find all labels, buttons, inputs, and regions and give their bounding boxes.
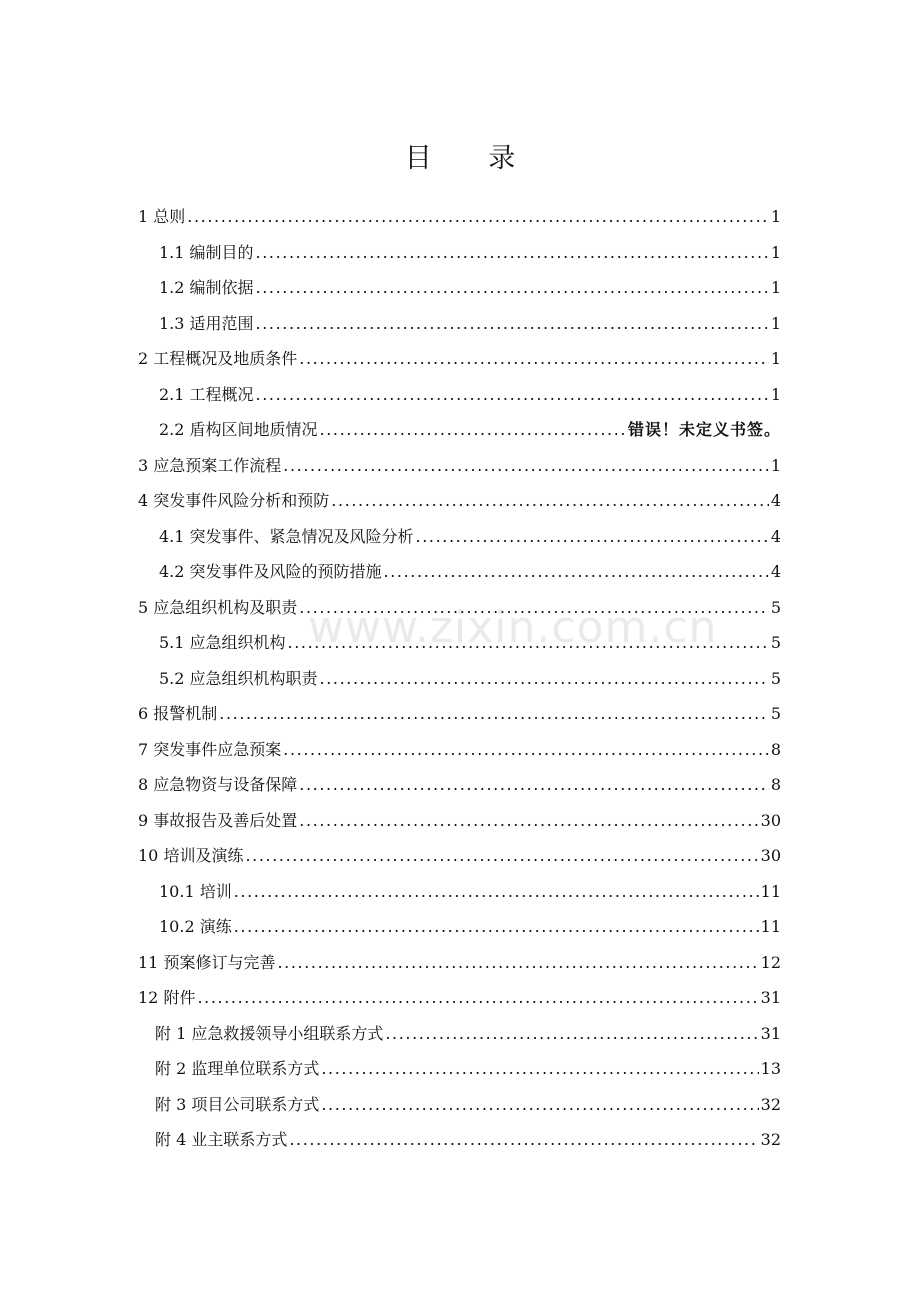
toc-entry-page: 32 bbox=[760, 1130, 781, 1149]
toc-entry-label: 2.1 工程概况 bbox=[159, 384, 254, 404]
toc-entry[interactable] bbox=[159, 911, 781, 943]
toc-entry[interactable] bbox=[159, 556, 781, 588]
toc-leader bbox=[385, 1018, 758, 1050]
toc-entry-page-error: 错误！未定义书签。 bbox=[627, 420, 781, 439]
toc-entry[interactable] bbox=[155, 1053, 781, 1085]
toc-entry-label: 5.2 应急组织机构职责 bbox=[159, 668, 318, 688]
toc-entry[interactable] bbox=[155, 1089, 781, 1121]
toc-leader bbox=[299, 769, 769, 801]
toc-entry-label: 附 4 业主联系方式 bbox=[155, 1130, 288, 1149]
toc-leader bbox=[299, 805, 758, 837]
toc-entry-page: 31 bbox=[760, 988, 781, 1007]
toc-leader bbox=[256, 237, 769, 269]
toc-entry[interactable] bbox=[138, 734, 781, 766]
toc-entry-label: 附 1 应急救援领导小组联系方式 bbox=[155, 1023, 384, 1043]
toc-entry-page: 5 bbox=[770, 668, 781, 688]
toc-entry-label: 4 突发事件风险分析和预防 bbox=[138, 491, 330, 510]
toc-entry-page: 4 bbox=[770, 562, 781, 581]
toc-leader bbox=[245, 840, 758, 872]
toc-leader bbox=[256, 272, 769, 304]
toc-entry[interactable] bbox=[159, 379, 781, 411]
toc-entry-label: 1.1 编制目的 bbox=[159, 242, 254, 262]
toc-entry-page: 5 bbox=[770, 704, 781, 723]
toc-entry[interactable] bbox=[159, 521, 781, 553]
toc-entry-page: 30 bbox=[760, 846, 781, 865]
toc-entry[interactable] bbox=[138, 947, 781, 979]
page-title: 目 录 bbox=[404, 143, 540, 175]
toc-entry[interactable] bbox=[159, 272, 781, 304]
toc-entry-page: 1 bbox=[770, 278, 781, 297]
toc-entry-page: 32 bbox=[760, 1094, 781, 1114]
toc-leader bbox=[299, 592, 769, 624]
toc-leader bbox=[299, 343, 769, 375]
toc-leader bbox=[416, 521, 769, 553]
toc-entry[interactable] bbox=[138, 698, 781, 730]
toc-entry[interactable] bbox=[159, 414, 781, 446]
toc-leader bbox=[331, 485, 769, 517]
toc-leader bbox=[234, 876, 759, 908]
toc-entry-label: 10.1 培训 bbox=[159, 881, 232, 901]
toc-leader bbox=[256, 379, 769, 411]
toc-entry[interactable] bbox=[155, 1018, 781, 1050]
toc-entry[interactable] bbox=[138, 840, 781, 872]
toc-leader bbox=[320, 663, 769, 695]
toc-entry-page: 5 bbox=[770, 633, 781, 652]
toc-leader bbox=[320, 414, 626, 446]
toc-leader bbox=[384, 556, 769, 588]
toc-entry[interactable] bbox=[138, 201, 781, 233]
watermark: www.zixin.com.cn bbox=[308, 602, 718, 653]
toc-leader bbox=[283, 450, 769, 482]
toc-entry-label: 6 报警机制 bbox=[138, 704, 218, 723]
toc-entry-label: 1.3 适用范围 bbox=[159, 313, 254, 333]
toc-leader bbox=[321, 1089, 758, 1121]
toc-entry-label: 2.2 盾构区间地质情况 bbox=[159, 420, 318, 439]
toc-leader bbox=[289, 1124, 758, 1156]
toc-leader bbox=[277, 947, 758, 979]
toc-entry-page: 30 bbox=[760, 810, 781, 830]
toc-entry-label: 8 应急物资与设备保障 bbox=[138, 775, 298, 794]
toc-leader bbox=[197, 982, 758, 1014]
toc-entry-label: 4.2 突发事件及风险的预防措施 bbox=[159, 562, 382, 581]
toc-leader bbox=[288, 627, 769, 659]
toc-entry-page: 13 bbox=[760, 1059, 781, 1078]
toc-entry[interactable] bbox=[138, 343, 781, 375]
toc-entry-page: 4 bbox=[770, 491, 781, 510]
toc-entry-label: 附 2 监理单位联系方式 bbox=[155, 1059, 320, 1078]
toc-entry[interactable] bbox=[155, 1124, 781, 1156]
toc-entry-page: 31 bbox=[760, 1023, 781, 1043]
toc-entry[interactable] bbox=[138, 805, 781, 837]
toc-entry[interactable] bbox=[159, 627, 781, 659]
toc-entry-label: 2 工程概况及地质条件 bbox=[138, 349, 298, 368]
toc-leader bbox=[219, 698, 769, 730]
toc-entry-page: 1 bbox=[770, 313, 781, 333]
toc-entry-page: 8 bbox=[770, 739, 781, 759]
toc-entry-page: 12 bbox=[760, 952, 781, 972]
toc-entry-page: 8 bbox=[770, 775, 781, 794]
toc-leader bbox=[187, 201, 769, 233]
toc-entry-page: 1 bbox=[770, 349, 781, 368]
toc-entry-label: 10.2 演练 bbox=[159, 917, 232, 936]
toc-entry[interactable] bbox=[138, 592, 781, 624]
toc-entry-page: 5 bbox=[770, 597, 781, 617]
toc-entry-label: 11 预案修订与完善 bbox=[138, 952, 276, 972]
toc-entry-label: 9 事故报告及善后处置 bbox=[138, 810, 298, 830]
toc-entry-label: 10 培训及演练 bbox=[138, 846, 244, 865]
toc-entry[interactable] bbox=[138, 450, 781, 482]
toc-entry-label: 7 突发事件应急预案 bbox=[138, 739, 282, 759]
toc-entry-page: 1 bbox=[770, 455, 781, 475]
toc-entry[interactable] bbox=[138, 485, 781, 517]
toc-leader bbox=[234, 911, 759, 943]
toc-entry[interactable] bbox=[159, 308, 781, 340]
toc-entry-label: 3 应急预案工作流程 bbox=[138, 455, 282, 475]
toc-entry-page: 1 bbox=[770, 384, 781, 404]
toc-entry-page: 1 bbox=[770, 242, 781, 262]
toc-entry[interactable] bbox=[159, 663, 781, 695]
toc-entry-label: 1 总则 bbox=[138, 207, 186, 226]
toc-entry-page: 11 bbox=[760, 881, 781, 901]
toc-entry-page: 4 bbox=[770, 526, 781, 546]
toc-entry-page: 11 bbox=[760, 917, 781, 936]
toc-entry[interactable] bbox=[159, 876, 781, 908]
toc-entry-label: 1.2 编制依据 bbox=[159, 278, 254, 297]
toc-entry-label: 附 3 项目公司联系方式 bbox=[155, 1094, 320, 1114]
toc-entry-label: 5 应急组织机构及职责 bbox=[138, 597, 298, 617]
toc-leader bbox=[321, 1053, 758, 1085]
toc-entry-label: 12 附件 bbox=[138, 988, 196, 1007]
toc-entry-label: 4.1 突发事件、紧急情况及风险分析 bbox=[159, 526, 414, 546]
toc-entry-label: 5.1 应急组织机构 bbox=[159, 633, 286, 652]
toc-leader bbox=[256, 308, 769, 340]
toc-entry[interactable] bbox=[138, 769, 781, 801]
toc-entry-page: 1 bbox=[770, 207, 781, 226]
toc-entry[interactable] bbox=[138, 982, 781, 1014]
toc-leader bbox=[283, 734, 769, 766]
toc-entry[interactable] bbox=[159, 237, 781, 269]
